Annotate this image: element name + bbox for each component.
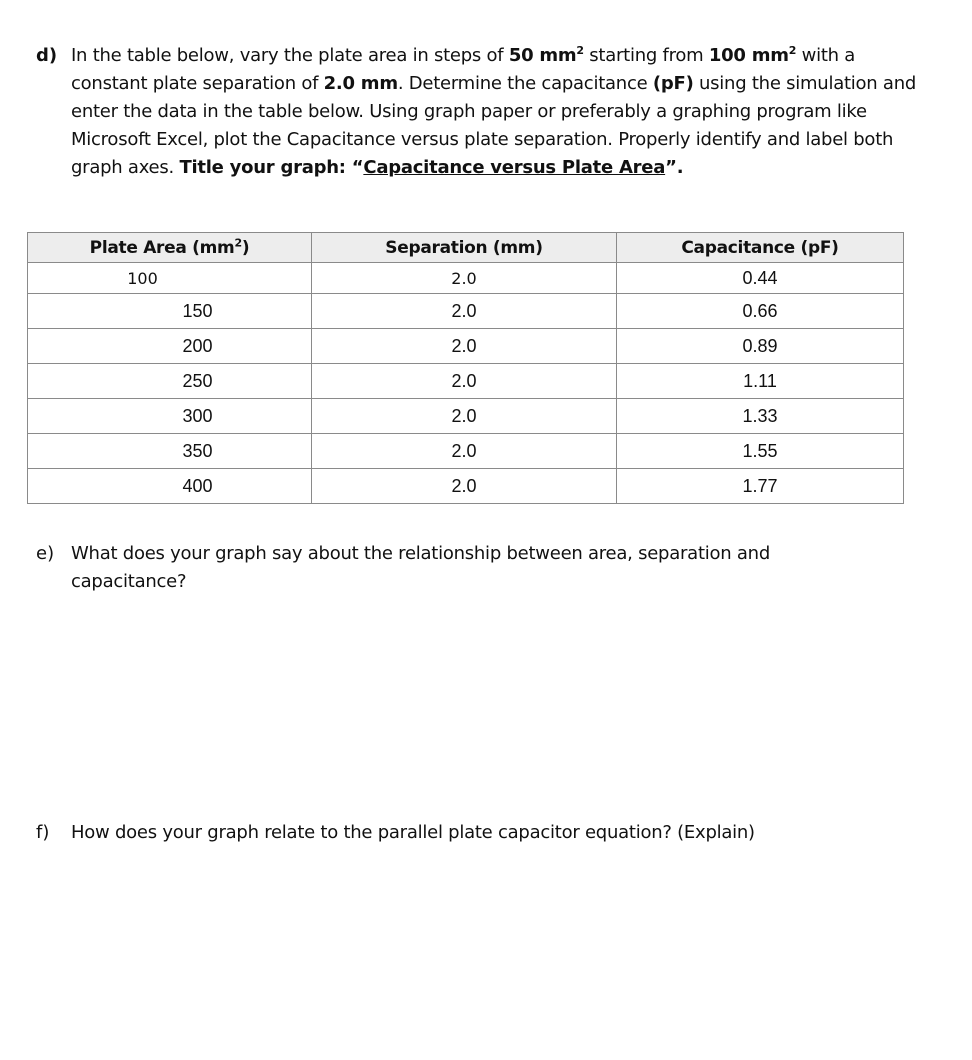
cell-capacitance: 0.89 [617,329,904,364]
question-d-text-3: with a constant plate separation of [71,45,856,94]
table-row [28,294,904,329]
cell-separation: 2.0 [312,294,617,329]
table-row [28,469,904,504]
question-d-text-2: starting from [583,45,709,66]
graph-title-instruction: Title your graph: “Capacitance versus Plate Area”. [179,157,684,178]
table-header-row [28,233,904,263]
step-value: 50 $mm^2$ [508,44,584,66]
cell-area: 200 [28,329,312,364]
cell-capacitance: 1.77 [617,469,904,504]
cell-separation: 2.0 [312,399,617,434]
question-d-text-4: . Determine the capacitance [397,73,653,94]
cell-capacitance: 0.66 [617,294,904,329]
start-value: 100 $mm^2$ [708,44,797,66]
table-row [28,364,904,399]
question-e-label: e) [36,543,55,564]
cell-area: 150 [28,294,312,329]
question-d-text-5: using the simulation and enter the data in the table below. Using graph paper or preferably a graphing program like Microsoft Excel, plot the Capacitance versus plate separation. Properly identify and label both graph axes. [71,73,917,178]
question-d-text-1: In the table below, vary the plate area in steps of [71,45,509,66]
cell-area: 100 [28,263,312,294]
cell-capacitance: 1.55 [617,434,904,469]
table-row [28,434,904,469]
cell-area: 250 [28,364,312,399]
table-row [28,263,904,294]
cell-area: 350 [28,434,312,469]
graph-title: Capacitance versus Plate Area [363,157,666,178]
cell-separation: 2.0 [312,469,617,504]
capacitance-unit: (pF) [652,73,694,94]
cell-capacitance: 0.44 [617,263,904,294]
cell-separation: 2.0 [312,434,617,469]
separation-value: 2.0 mm [323,73,398,94]
cell-capacitance: 1.33 [617,399,904,434]
table-row [28,329,904,364]
header-plate-area: Plate Area $(mm^2)$ [28,233,312,263]
header-separation: Separation (mm) [312,233,617,263]
question-f-text: How does your graph relate to the parallel plate capacitor equation? (Explain) [71,822,755,843]
table-row [28,399,904,434]
question-d-text [71,42,931,182]
cell-capacitance: 1.11 [617,364,904,399]
header-capacitance: Capacitance (pF) [617,233,904,263]
cell-area: 400 [28,469,312,504]
data-table [27,232,904,504]
question-d-label: d) [36,45,58,66]
cell-separation: 2.0 [312,364,617,399]
cell-separation: 2.0 [312,329,617,364]
cell-area: 300 [28,399,312,434]
question-f-label: f) [36,822,50,843]
cell-separation: 2.0 [312,263,617,294]
question-e-text: What does your graph say about the relationship between area, separation and capacitance? [71,543,771,592]
